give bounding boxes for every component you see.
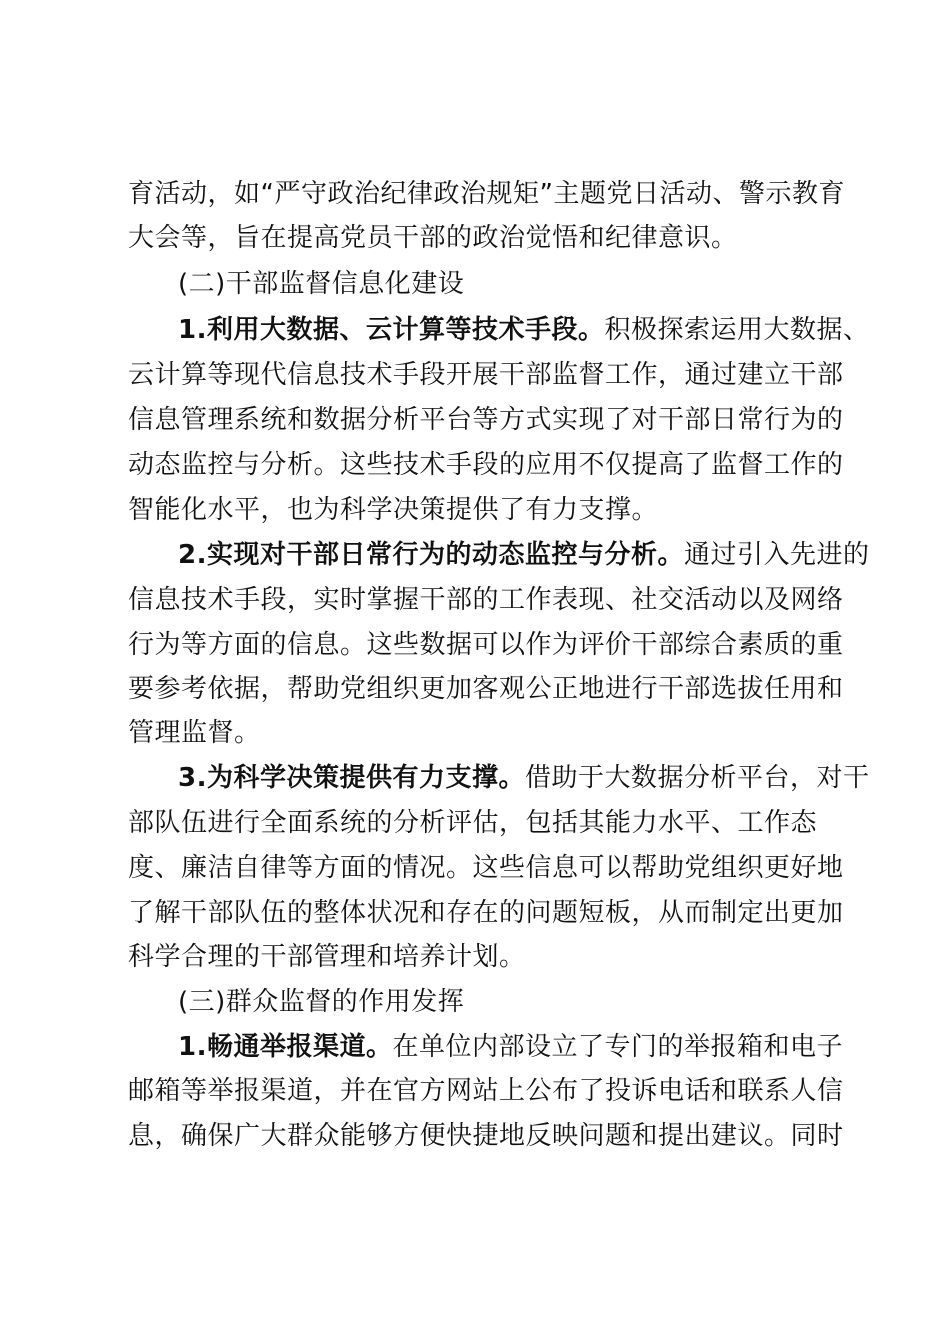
line-text: 息，确保广大群众能够方便快捷地反映问题和提出建议。同时 [128,1121,844,1151]
bold-lead: 2.实现对干部日常行为的动态监控与分析。 [178,540,684,570]
line-text: 信息技术手段，实时掌握干部的工作表现、社交活动以及网络 [128,585,844,615]
line-text: 育活动，如“严守政治纪律政治规矩”主题党日活动、警示教育 [128,179,845,209]
line-text: 积极探索运用大数据、 [604,315,870,345]
bold-lead: 1.利用大数据、云计算等技术手段。 [178,315,605,345]
bold-lead: 1.畅通举报渠道。 [178,1032,393,1062]
text-line-1 [128,172,845,216]
line-text: 了解干部队伍的整体状况和存在的问题短板，从而制定出更加 [128,898,844,928]
text-line-6 [128,398,844,442]
item-heading-line [178,308,869,352]
text-line-21 [128,1069,844,1113]
text-line-17 [128,891,844,935]
line-text: 行为等方面的信息。这些数据可以作为评价干部综合素质的重 [128,630,844,660]
line-text: 借助于大数据分析平台，对干 [524,763,870,793]
text-line-12 [128,667,844,711]
item-heading-line [178,756,869,800]
line-text: 大会等，旨在提高党员干部的政治觉悟和纪律意识。 [128,223,738,253]
text-line-18 [128,935,526,979]
text-line-16 [128,846,844,890]
item-heading-line [178,1025,843,1069]
section-heading-3 [178,980,464,1024]
line-text: 科学合理的干部管理和培养计划。 [128,942,526,972]
line-text: 信息管理系统和数据分析平台等方式实现了对干部日常行为的 [128,405,844,435]
line-text: 要参考依据，帮助党组织更加客观公正地进行干部选拔任用和 [128,674,844,704]
item-heading-line [178,533,869,577]
heading-text: (三)群众监督的作用发挥 [178,987,465,1017]
bold-lead: 3.为科学决策提供有力支撑。 [178,763,525,793]
text-line-8 [128,488,658,532]
line-text: 管理监督。 [128,718,261,748]
section-heading-2 [178,262,464,306]
text-line-11 [128,623,844,667]
text-line-2 [128,216,738,260]
text-line-22 [128,1114,844,1158]
line-text: 度、廉洁自律等方面的情况。这些信息可以帮助党组织更好地 [128,853,844,883]
text-line-13 [128,711,261,755]
text-line-15 [128,801,817,845]
line-text: 智能化水平，也为科学决策提供了有力支撑。 [128,495,659,525]
line-text: 云计算等现代信息技术手段开展干部监督工作，通过建立干部 [128,360,844,390]
text-line-7 [128,443,844,487]
line-text: 部队伍进行全面系统的分析评估，包括其能力水平、工作态 [128,808,818,838]
heading-text: (二)干部监督信息化建设 [178,269,465,299]
line-text: 动态监控与分析。这些技术手段的应用不仅提高了监督工作的 [128,450,844,480]
text-line-5 [128,353,844,397]
text-line-10 [128,578,844,622]
line-text: 在单位内部设立了专门的举报箱和电子 [392,1032,843,1062]
line-text: 邮箱等举报渠道，并在官方网站上公布了投诉电话和联系人信 [128,1076,844,1106]
line-text: 通过引入先进的 [683,540,870,570]
